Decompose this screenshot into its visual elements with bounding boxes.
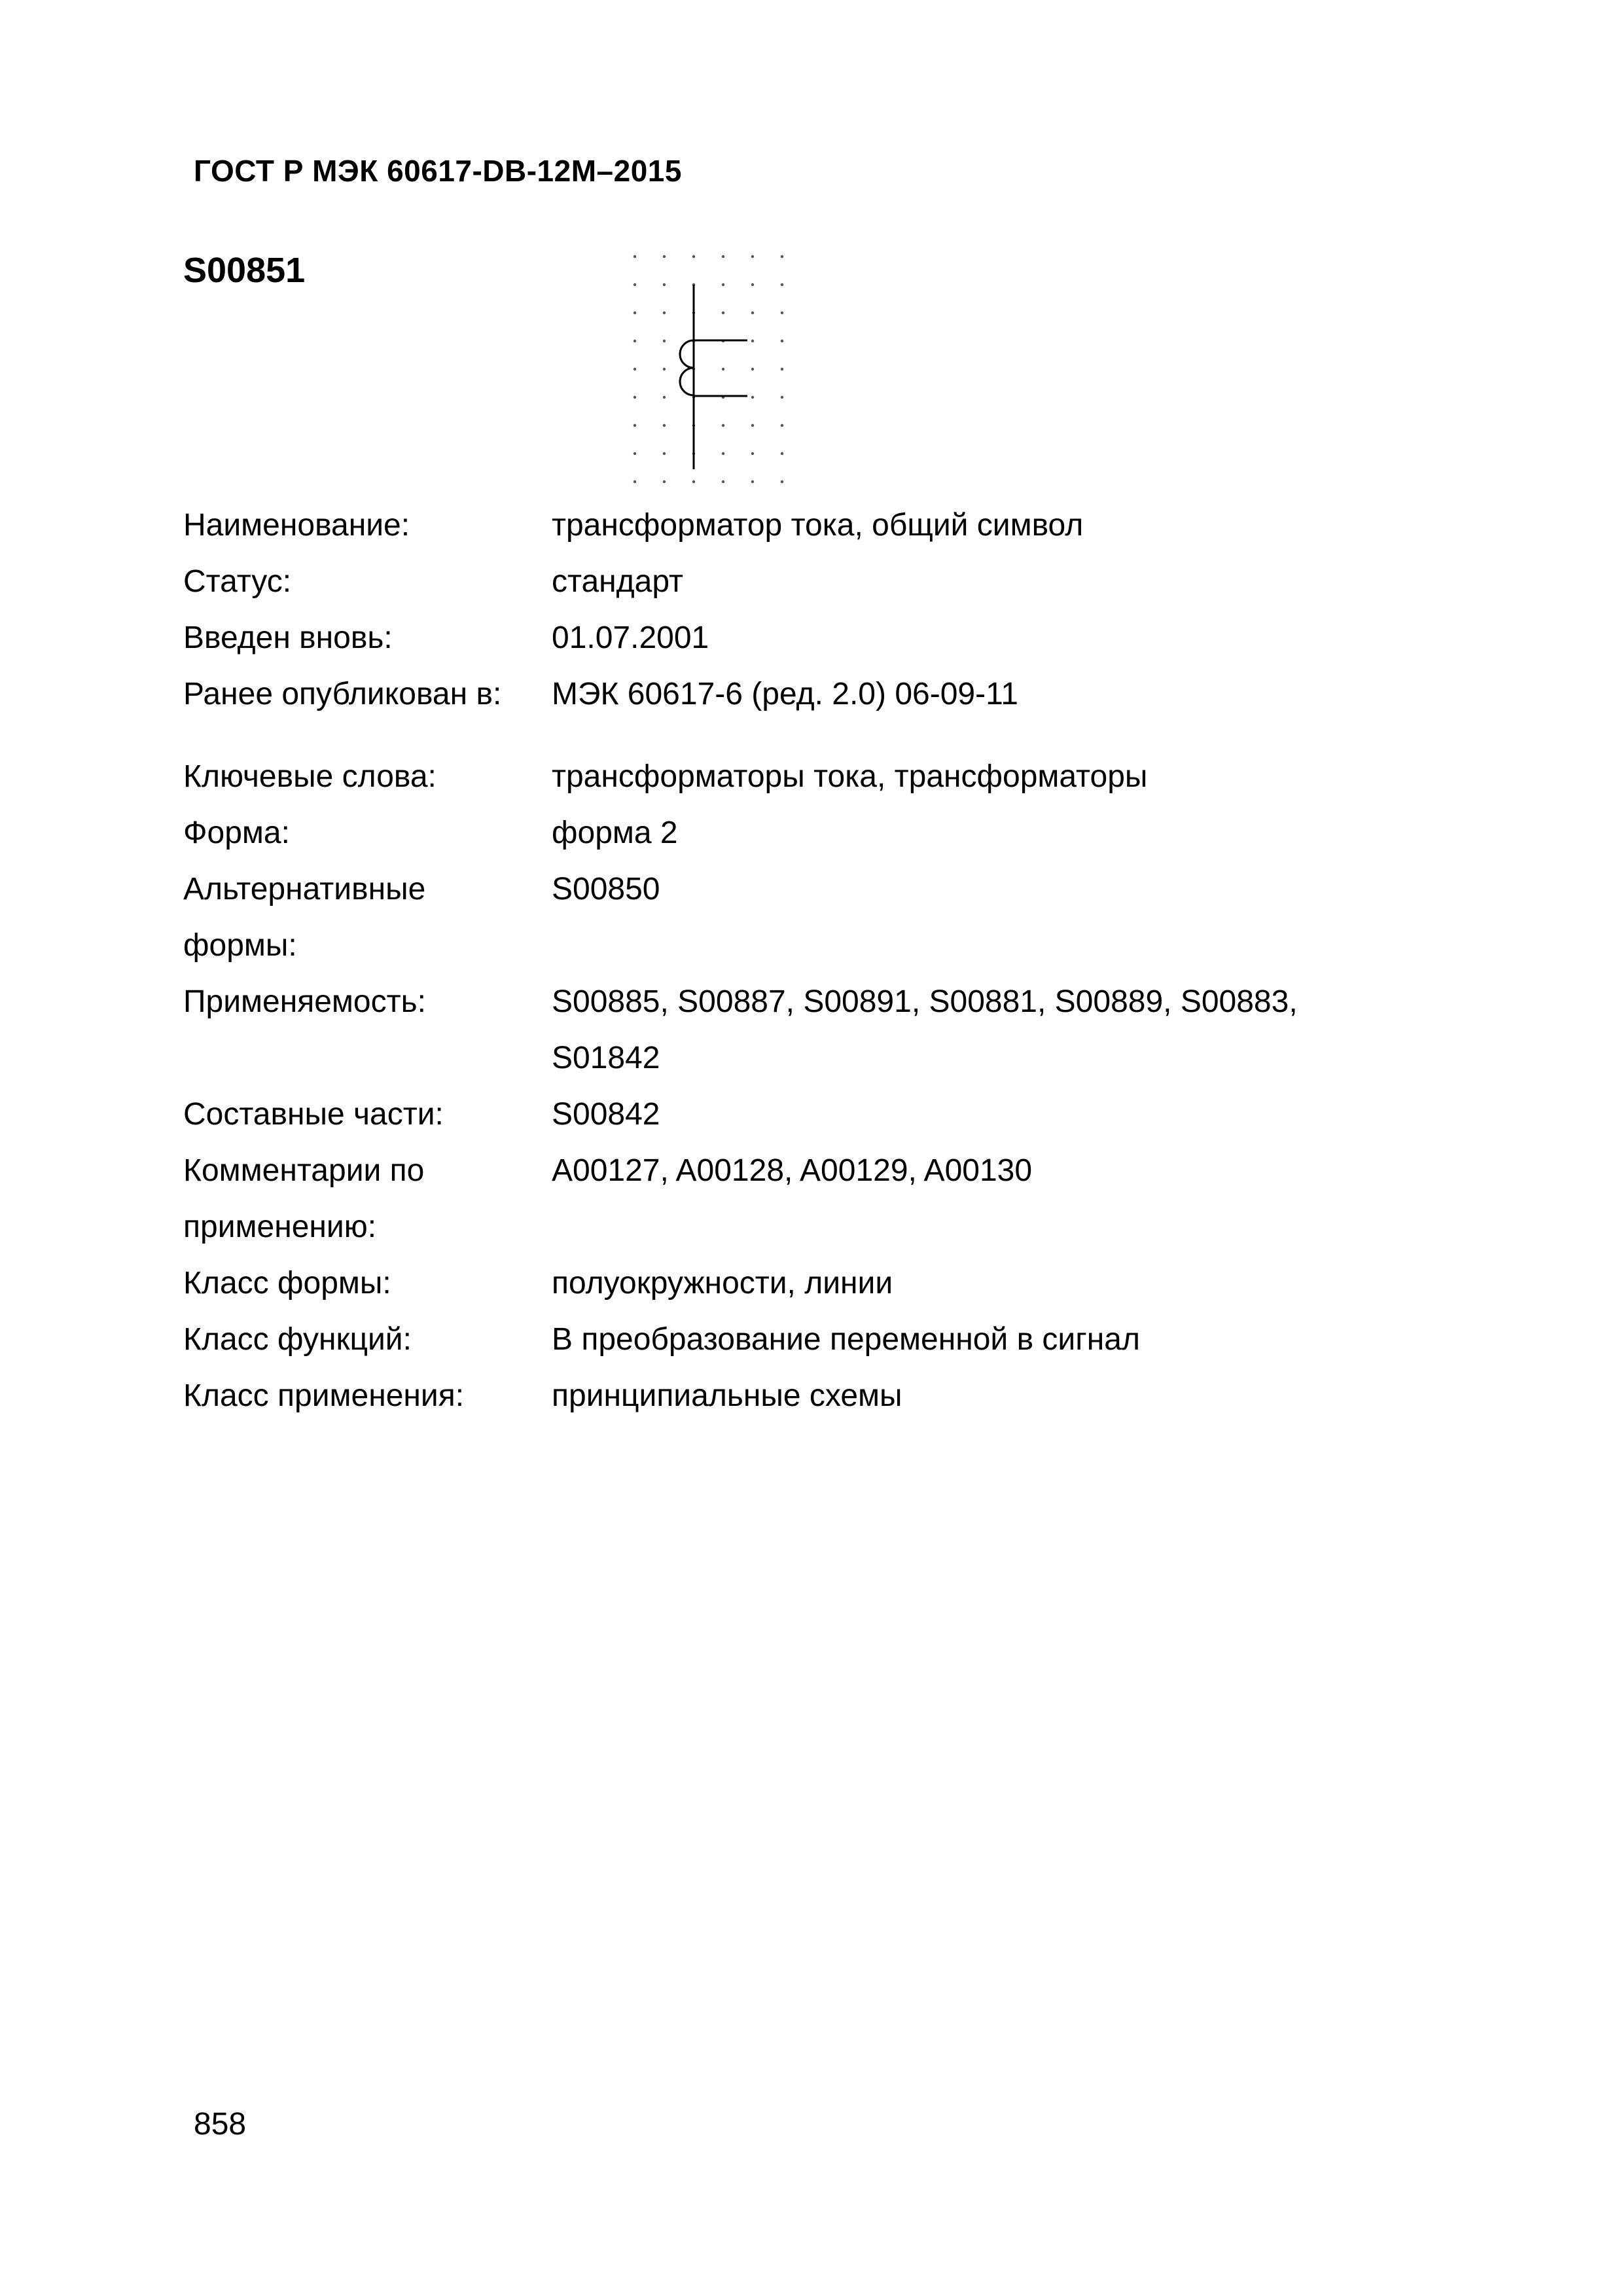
property-row bbox=[183, 1312, 1427, 1368]
property-value: трансформаторы тока, трансформаторы bbox=[552, 759, 1148, 794]
property-value: В преобразование переменной в сигнал bbox=[552, 1322, 1140, 1357]
grid-dot bbox=[633, 255, 636, 258]
grid-dot bbox=[663, 452, 666, 455]
grid-dot bbox=[633, 283, 636, 286]
property-row bbox=[183, 918, 1427, 974]
property-row bbox=[183, 805, 1427, 861]
symbol-dot-grid bbox=[633, 255, 783, 483]
property-label: Статус: bbox=[183, 564, 292, 599]
grid-dot bbox=[751, 424, 754, 427]
property-label: Класс формы: bbox=[183, 1266, 391, 1300]
property-row bbox=[183, 1368, 1427, 1424]
grid-dot bbox=[781, 255, 783, 258]
grid-dot bbox=[722, 480, 724, 483]
symbol-properties-table bbox=[183, 497, 1427, 1424]
grid-dot bbox=[722, 312, 724, 314]
property-row bbox=[183, 1199, 1427, 1255]
property-label bbox=[183, 1030, 552, 1086]
property-value: принципиальные схемы bbox=[552, 1378, 902, 1413]
property-value: МЭК 60617-6 (ред. 2.0) 06-09-11 bbox=[552, 677, 1018, 711]
property-row bbox=[183, 974, 1427, 1030]
grid-dot bbox=[633, 312, 636, 314]
grid-dot bbox=[722, 283, 724, 286]
grid-dot bbox=[781, 340, 783, 342]
property-row bbox=[183, 666, 1427, 723]
grid-dot bbox=[722, 368, 724, 370]
grid-dot bbox=[781, 480, 783, 483]
symbol-lines bbox=[680, 285, 747, 469]
grid-dot bbox=[663, 424, 666, 427]
property-label: Ключевые слова: bbox=[183, 759, 437, 794]
property-row bbox=[183, 1255, 1427, 1312]
property-label: Применяемость: bbox=[183, 984, 426, 1019]
grid-dot bbox=[722, 452, 724, 455]
property-row bbox=[183, 497, 1427, 554]
property-value: полуокружности, линии bbox=[552, 1266, 893, 1300]
grid-dot bbox=[722, 424, 724, 427]
property-row bbox=[183, 749, 1427, 805]
grid-dot bbox=[781, 396, 783, 399]
current-transformer-symbol-icon bbox=[622, 245, 792, 494]
property-row bbox=[183, 554, 1427, 610]
property-value: A00127, A00128, A00129, A00130 bbox=[552, 1153, 1033, 1188]
grid-dot bbox=[781, 368, 783, 370]
standard-designation: ГОСТ Р МЭК 60617-DB-12M–2015 bbox=[194, 154, 682, 188]
property-value: форма 2 bbox=[552, 816, 678, 850]
grid-dot bbox=[751, 312, 754, 314]
property-label: Форма: bbox=[183, 816, 290, 850]
grid-dot bbox=[781, 283, 783, 286]
grid-dot bbox=[663, 480, 666, 483]
grid-dot bbox=[751, 452, 754, 455]
grid-dot bbox=[781, 452, 783, 455]
property-value: S00850 bbox=[552, 872, 660, 906]
property-row bbox=[183, 1143, 1427, 1199]
property-value: S01842 bbox=[552, 1041, 660, 1075]
grid-dot bbox=[751, 255, 754, 258]
page-number: 858 bbox=[194, 2107, 247, 2142]
property-label: Класс применения: bbox=[183, 1378, 465, 1413]
grid-dot bbox=[633, 396, 636, 399]
property-value: S00885, S00887, S00891, S00881, S00889, S00883, bbox=[552, 984, 1298, 1019]
grid-dot bbox=[663, 312, 666, 314]
property-label: применению: bbox=[183, 1210, 377, 1244]
property-value: 01.07.2001 bbox=[552, 620, 709, 655]
grid-dot bbox=[633, 424, 636, 427]
grid-dot bbox=[751, 396, 754, 399]
grid-dot bbox=[663, 283, 666, 286]
grid-dot bbox=[751, 283, 754, 286]
grid-dot bbox=[633, 452, 636, 455]
property-label: формы: bbox=[183, 928, 297, 963]
grid-dot bbox=[781, 424, 783, 427]
property-value: стандарт bbox=[552, 564, 683, 599]
grid-dot bbox=[781, 312, 783, 314]
property-label: Составные части: bbox=[183, 1097, 444, 1132]
grid-dot bbox=[633, 340, 636, 342]
property-value bbox=[552, 1199, 1427, 1255]
property-row bbox=[183, 1086, 1427, 1143]
grid-dot bbox=[663, 255, 666, 258]
grid-dot bbox=[751, 480, 754, 483]
grid-dot bbox=[751, 368, 754, 370]
property-value bbox=[552, 918, 1427, 974]
property-label: Введен вновь: bbox=[183, 620, 393, 655]
property-row bbox=[183, 610, 1427, 666]
property-label: Ранее опубликован в: bbox=[183, 677, 502, 711]
grid-dot bbox=[663, 396, 666, 399]
grid-dot bbox=[722, 255, 724, 258]
property-label: Альтернативные bbox=[183, 872, 426, 906]
property-row bbox=[183, 1030, 1427, 1086]
property-label: Наименование: bbox=[183, 508, 410, 543]
grid-dot bbox=[633, 480, 636, 483]
grid-dot bbox=[692, 480, 695, 483]
symbol-code: S00851 bbox=[183, 251, 306, 290]
property-label: Комментарии по bbox=[183, 1153, 425, 1188]
grid-dot bbox=[692, 255, 695, 258]
property-value: S00842 bbox=[552, 1097, 660, 1132]
grid-dot bbox=[751, 340, 754, 342]
grid-dot bbox=[663, 368, 666, 370]
property-row bbox=[183, 861, 1427, 918]
grid-dot bbox=[633, 368, 636, 370]
property-label: Класс функций: bbox=[183, 1322, 412, 1357]
grid-dot bbox=[663, 340, 666, 342]
property-value: трансформатор тока, общий символ bbox=[552, 508, 1084, 543]
